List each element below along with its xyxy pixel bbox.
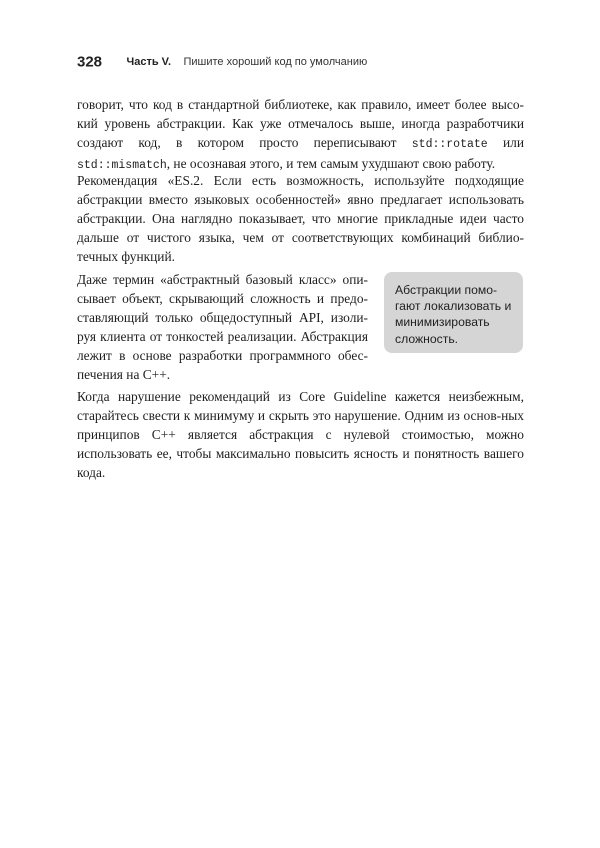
paragraph-1-text-b: или <box>487 135 524 151</box>
paragraph-4 <box>77 387 524 482</box>
part-title: Часть V. <box>126 55 172 68</box>
paragraph-2 <box>77 171 524 266</box>
paragraph-4-text: Когда нарушение рекомендаций из Core Guideline кажется неизбежным, старайтесь свести к минимуму и скрыть это нарушение. Одним из основ-ных принципов C++ является абстракция с нулевой стоимостью, можно использовать ее, чтобы максимально повысить ясность и понятность вашего кода. <box>77 389 524 481</box>
sidebar-callout <box>384 272 523 353</box>
code-std-rotate: std::rotate <box>411 138 488 152</box>
paragraph-1-text-c: , не осознавая этого, и тем самым ухудшают свою работу. <box>166 156 496 172</box>
section-title: Пишите хороший код по умолчанию <box>183 55 368 68</box>
page-number: 328 <box>77 53 103 71</box>
paragraph-3 <box>77 270 368 385</box>
paragraph-1 <box>77 95 524 175</box>
running-header <box>77 53 527 73</box>
paragraph-1-text-a: говорит, что код в стандартной библиотеке, как правило, имеет более высо-кий уровень абстракции. Как уже отмечалось выше, иногда разработчики создают код, в котором просто переписывают <box>77 97 524 151</box>
paragraph-2-text: Рекомендация «ES.2. Если есть возможность, используйте подходящие абстракции вместо языковых особенностей» явно предлагает использовать абстракции. Она наглядно показывает, что многие прикладные идеи часто дальше от чистого языка, чем от соответствующих комбинаций библио-течных функций. <box>77 173 524 265</box>
callout-text: Абстракции помо-гают локализовать и минимизировать сложность. <box>395 283 512 346</box>
code-std-mismatch: std::mismatch <box>77 159 167 173</box>
paragraph-3-text: Даже термин «абстрактный базовый класс» опи-сывает объект, скрывающий сложность и предо-ставляющий только общедоступный API, изоли-руя клиента от тонкостей реализации. Абстракция лежит в основе разработки программного обес-печения на C++. <box>77 272 368 383</box>
